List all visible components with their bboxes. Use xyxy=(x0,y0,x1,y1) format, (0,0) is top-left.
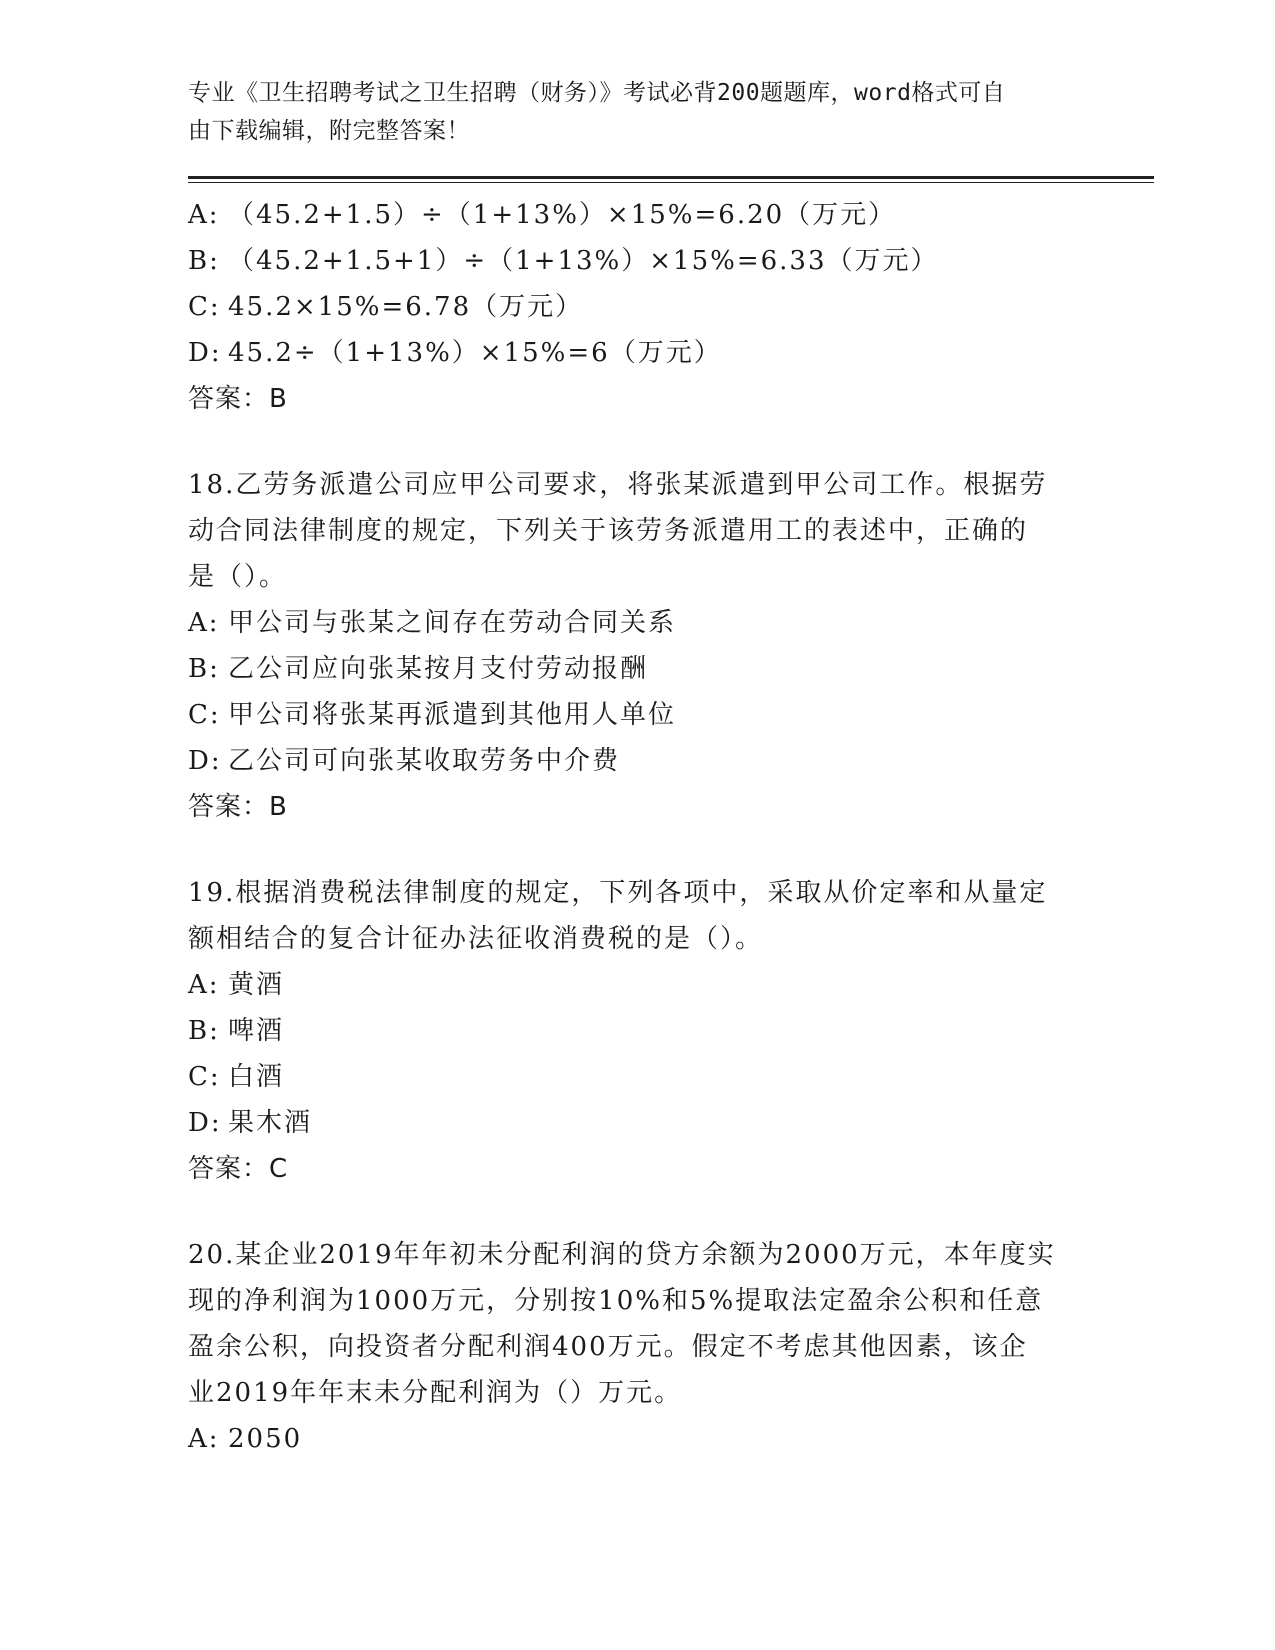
answer-line: 答案：C xyxy=(188,1154,289,1184)
option-c xyxy=(188,284,1088,330)
option-letter: D: xyxy=(188,746,222,776)
question-17 xyxy=(188,192,1088,422)
option-a xyxy=(188,192,1088,238)
question-stem-line: 动合同法律制度的规定，下列关于该劳务派遣用工的表述中，正确的 xyxy=(188,516,1029,546)
option-letter: C: xyxy=(188,292,221,322)
option-letter: B: xyxy=(188,246,220,276)
option-text: 45.2÷（1+13%）×15%=6（万元） xyxy=(228,338,722,368)
question-stem-line: 业2019年年末未分配利润为（）万元。 xyxy=(188,1378,683,1408)
question-stem-line: 盈余公积，向投资者分配利润400万元。假定不考虑其他因素，该企 xyxy=(188,1332,1028,1362)
option-text: （45.2+1.5+1）÷（1+13%）×15%=6.33（万元） xyxy=(228,246,939,276)
option-letter: C: xyxy=(188,700,221,730)
option-c xyxy=(188,692,1088,738)
option-text: （45.2+1.5）÷（1+13%）×15%=6.20（万元） xyxy=(228,200,897,230)
option-a xyxy=(188,600,1088,646)
option-letter: A: xyxy=(188,608,220,638)
option-b xyxy=(188,646,1088,692)
option-text: 黄酒 xyxy=(228,970,285,1000)
question-stem-line: 19.根据消费税法律制度的规定，下列各项中，采取从价定率和从量定 xyxy=(188,878,1048,908)
option-text: 2050 xyxy=(228,1424,303,1454)
question-stem-line: 20.某企业2019年年初未分配利润的贷方余额为2000万元，本年度实 xyxy=(188,1240,1056,1270)
option-a xyxy=(188,1416,1088,1462)
question-stem-line: 现的净利润为1000万元，分别按10%和5%提取法定盈余公积和任意 xyxy=(188,1286,1044,1316)
question-stem xyxy=(188,870,1088,962)
option-letter: A: xyxy=(188,200,220,230)
question-stem-line: 18.乙劳务派遣公司应甲公司要求，将张某派遣到甲公司工作。根据劳 xyxy=(188,470,1048,500)
header-line-2: 由下载编辑，附完整答案！ xyxy=(188,118,470,144)
header-divider-thick xyxy=(188,176,1154,179)
option-letter: A: xyxy=(188,1424,220,1454)
question-19 xyxy=(188,870,1088,1192)
question-list xyxy=(188,192,1088,1462)
document-header xyxy=(188,74,1088,150)
option-b xyxy=(188,238,1088,284)
option-text: 45.2×15%=6.78（万元） xyxy=(228,292,584,322)
question-18 xyxy=(188,462,1088,830)
option-text: 甲公司与张某之间存在劳动合同关系 xyxy=(228,608,677,638)
option-text: 白酒 xyxy=(228,1062,285,1092)
option-a xyxy=(188,962,1088,1008)
answer-line: 答案：B xyxy=(188,384,288,414)
option-letter: B: xyxy=(188,1016,220,1046)
option-text: 啤酒 xyxy=(228,1016,285,1046)
question-stem-line: 是（）。 xyxy=(188,562,288,592)
question-20 xyxy=(188,1232,1088,1462)
option-c xyxy=(188,1054,1088,1100)
header-divider-thin xyxy=(188,182,1154,183)
option-letter: A: xyxy=(188,970,220,1000)
option-text: 甲公司将张某再派遣到其他用人单位 xyxy=(228,700,677,730)
question-stem-line: 额相结合的复合计征办法征收消费税的是（）。 xyxy=(188,924,764,954)
option-letter: D: xyxy=(188,1108,222,1138)
option-d xyxy=(188,330,1088,376)
option-text: 乙公司可向张某收取劳务中介费 xyxy=(228,746,621,776)
option-letter: D: xyxy=(188,338,222,368)
question-stem xyxy=(188,1232,1088,1416)
option-d xyxy=(188,738,1088,784)
option-d xyxy=(188,1100,1088,1146)
answer-line: 答案：B xyxy=(188,792,288,822)
header-line-1: 专业《卫生招聘考试之卫生招聘（财务）》考试必背200题题库，word格式可自 xyxy=(188,80,1006,106)
question-stem xyxy=(188,462,1088,600)
option-text: 果木酒 xyxy=(228,1108,313,1138)
option-letter: B: xyxy=(188,654,220,684)
option-text: 乙公司应向张某按月支付劳动报酬 xyxy=(228,654,649,684)
option-letter: C: xyxy=(188,1062,221,1092)
option-b xyxy=(188,1008,1088,1054)
